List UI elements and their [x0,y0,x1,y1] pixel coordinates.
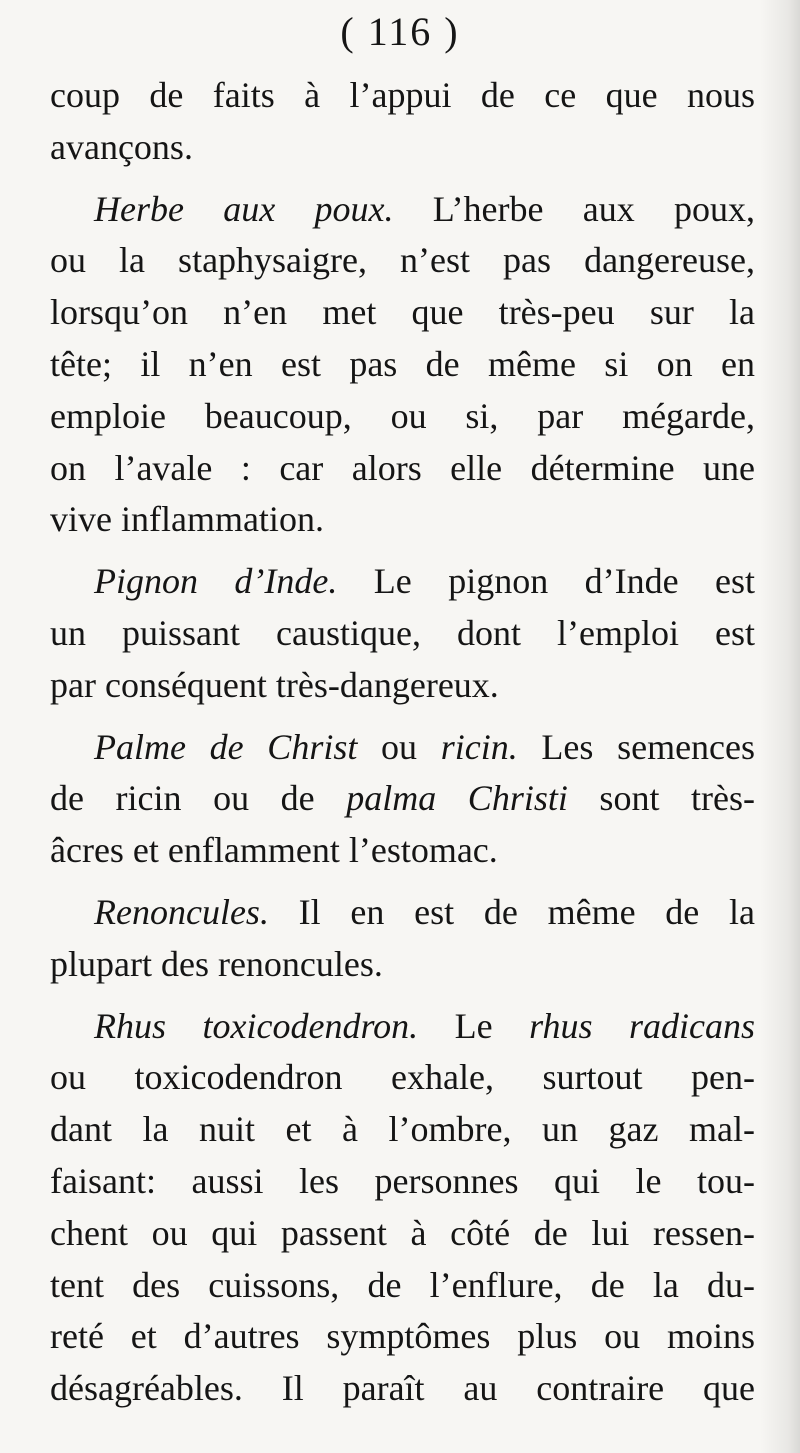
line-text: par conséquent très-dangereux. [50,664,499,705]
text-line [50,122,755,174]
text-line [50,556,755,608]
text-line [50,887,755,939]
text-line [50,184,755,236]
body-text [50,70,755,1415]
line-text: faisant: aussi les personnes qui le tou- [50,1160,755,1201]
line-text: désagréables. Il paraît au contraire que [50,1368,755,1409]
line-text: emploie beaucoup, ou si, par mégarde, [50,395,755,436]
italic-term: rhus radicans [529,1005,755,1046]
entry-heading: Palme de Christ [94,726,358,767]
line-text: Le pignon d’Inde est [337,561,755,602]
line-text: Il en est de même de la [268,891,755,932]
text-line [50,1156,755,1208]
line-text: plupart des renoncules. [50,943,383,984]
line-text: ou toxicodendron exhale, surtout pen- [50,1057,755,1098]
italic-term: ricin. [440,726,518,767]
line-text: lorsqu’on n’en met que très-peu sur la [50,292,755,333]
page-number: ( 116 ) [340,9,460,54]
line-text: tent des cuissons, de l’enflure, de la du- [50,1264,755,1305]
text-line [50,235,755,287]
line-text: chent ou qui passent à côté de lui ressen- [50,1212,755,1253]
entry-heading: Rhus toxicodendron. [94,1005,419,1046]
text-line [50,443,755,495]
text-line [50,773,755,825]
text-line [50,660,755,712]
text-line [50,1208,755,1260]
line-text: un puissant caustique, dont l’emploi est [50,612,755,653]
line-text: L’herbe aux poux, [393,188,755,229]
line-text: coup de faits à l’appui de ce que nous [50,75,755,115]
text-line [50,287,755,339]
line-text: ou la staphysaigre, n’est pas dangereuse, [50,240,755,281]
line-text: vive inflammation. [50,499,324,540]
line-text: reté et d’autres symptômes plus ou moins [50,1316,755,1357]
entry-heading: Herbe aux poux. [94,188,394,229]
line-text: Les semences [517,726,755,767]
text-line [50,608,755,660]
text-line [50,1311,755,1363]
line-text: tête; il n’en est pas de même si on en [50,343,755,384]
line-text: Le [418,1005,530,1046]
line-text: âcres et enflamment l’estomac. [50,830,498,871]
text-line [50,70,755,122]
text-line [50,494,755,546]
line-text: dant la nuit et à l’ombre, un gaz mal- [50,1109,755,1150]
text-line [50,339,755,391]
text-line [50,1363,755,1415]
line-text: ou [357,726,441,767]
text-line [50,1260,755,1312]
text-line [50,1001,755,1053]
entry-heading: Pignon d’Inde. [94,561,338,602]
text-line [50,1052,755,1104]
text-line [50,939,755,991]
italic-term: palma Christi [346,778,568,819]
entry-heading: Renoncules. [94,891,269,932]
text-line [50,1104,755,1156]
text-line [50,722,755,774]
line-text: sont très- [567,778,755,819]
text-line [50,825,755,877]
line-text: on l’avale : car alors elle détermine une [50,447,755,488]
line-text: avançons. [50,126,193,167]
page-edge-shadow [760,0,800,1453]
line-text: de ricin ou de [50,778,347,819]
text-line [50,391,755,443]
